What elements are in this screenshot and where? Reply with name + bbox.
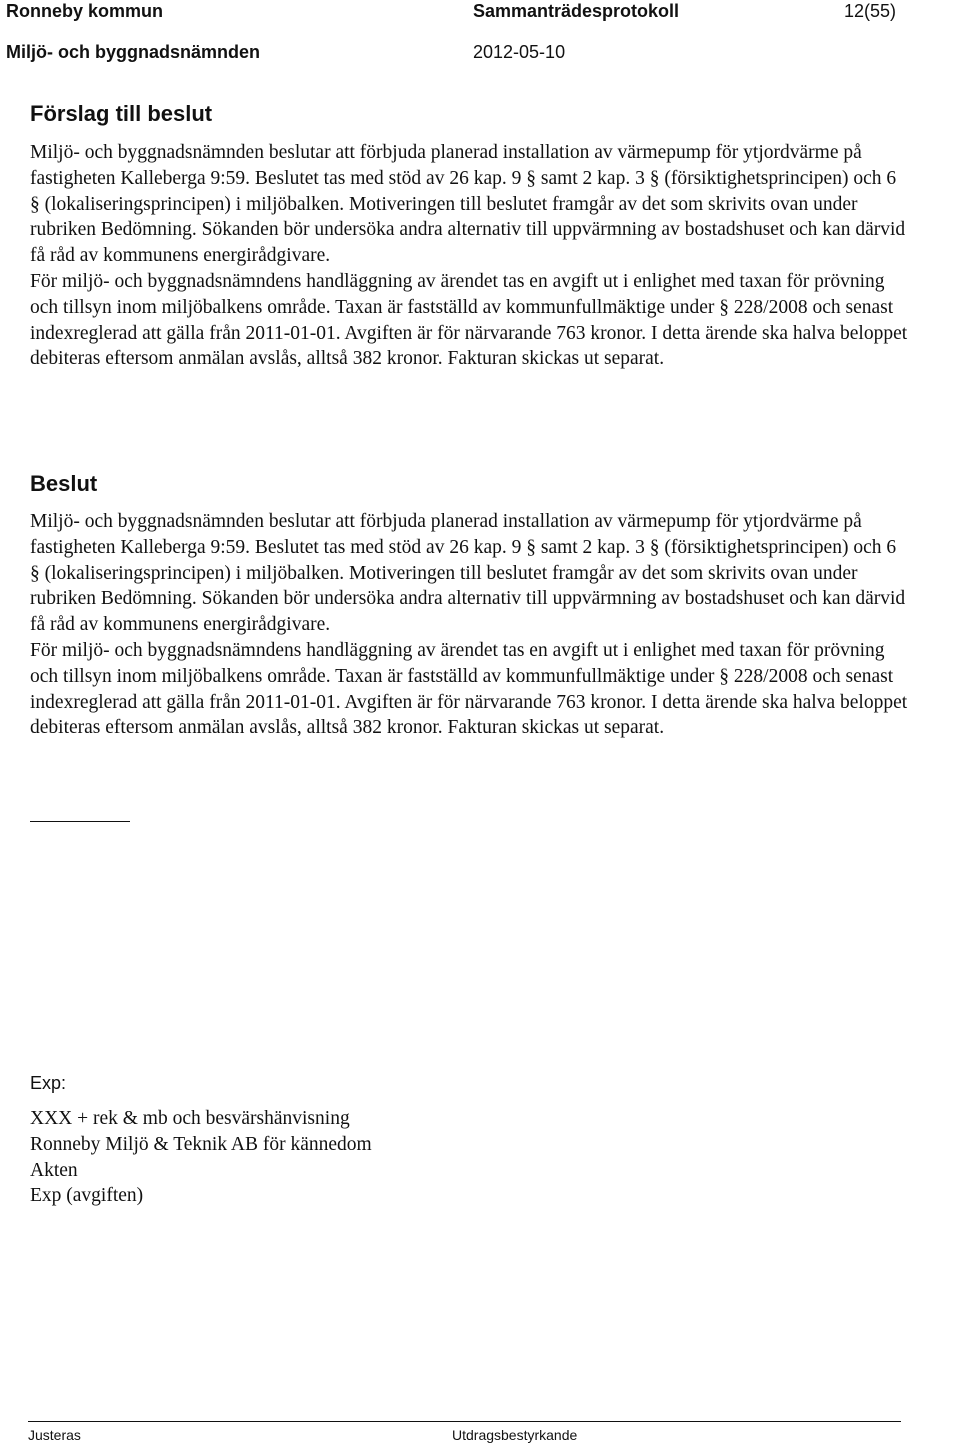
page-number: 12(55) (844, 1, 897, 21)
meeting-date: 2012-05-10 (473, 42, 566, 62)
proposal-body (30, 140, 910, 372)
decision-heading: Beslut (30, 471, 98, 496)
footer-justeras: Justeras (28, 1427, 81, 1443)
list-item: Exp (avgiften) (30, 1185, 144, 1207)
decision-paragraph-1: Miljö- och byggnadsnämnden beslutar att förbjuda planerad installation av värmepump för ytjordvärme på fastigheten Kalleberga 9:59. Beslutet tas med stöd av 26 kap. 9 § samt 2 kap. 3 § (försiktighetsprincipen) och 6 § (lokaliseringsprincipen) i miljöbalken. Motiveringen till beslutet framgår av det som skrivits ovan under rubriken Bedömning. Sökanden bör undersöka andra alternativ till uppvärmning av bostadshuset och kan därvid få råd av kommunens energirådgivare. (30, 511, 906, 636)
municipality-name: Ronneby kommun (6, 1, 164, 21)
distribution-label: Exp: (30, 1073, 67, 1093)
proposal-paragraph-1: Miljö- och byggnadsnämnden beslutar att förbjuda planerad installation av värmepump för ytjordvärme på fastigheten Kalleberga 9:59. Beslutet tas med stöd av 26 kap. 9 § samt 2 kap. 3 § (försiktighetsprincipen) och 6 § (lokaliseringsprincipen) i miljöbalken. Motiveringen till beslutet framgår av det som skrivits ovan under rubriken Bedömning. Sökanden bör undersöka andra alternativ till uppvärmning av bostadshuset och kan därvid få råd av kommunens energirådgivare. (30, 142, 906, 267)
list-item: XXX + rek & mb och besvärshänvisning (30, 1108, 350, 1129)
footer-rule (28, 1421, 901, 1422)
committee-name: Miljö- och byggnadsnämnden (6, 42, 261, 62)
proposal-heading: Förslag till beslut (30, 101, 213, 126)
distribution-list (30, 1106, 372, 1209)
decision-paragraph-2: För miljö- och byggnadsnämndens handläggning av ärendet tas en avgift ut i enlighet med taxan för prövning och tillsyn inom miljöbalkens område. Taxan är fastställd av kommunfullmäktige under § 228/2008 och senast indexreglerad att gälla från 2011-01-01. Avgiften är för närvarande 763 kronor. I detta ärende ska halva beloppet debiteras eftersom anmälan avslås, alltså 382 kronor. Fakturan skickas ut separat. (30, 639, 908, 739)
signature-rule (30, 821, 130, 822)
document-type: Sammanträdesprotokoll (473, 1, 680, 21)
list-item: Akten (30, 1159, 78, 1181)
proposal-paragraph-2: För miljö- och byggnadsnämndens handläggning av ärendet tas en avgift ut i enlighet med taxan för prövning och tillsyn inom miljöbalkens område. Taxan är fastställd av kommunfullmäktige under § 228/2008 och senast indexreglerad att gälla från 2011-01-01. Avgiften är för närvarande 763 kronor. I detta ärende ska halva beloppet debiteras eftersom anmälan avslås, alltså 382 kronor. Fakturan skickas ut separat. (30, 270, 908, 370)
decision-body (30, 509, 910, 741)
list-item: Ronneby Miljö & Teknik AB för kännedom (30, 1133, 372, 1155)
footer-utdragsbestyrkande: Utdragsbestyrkande (452, 1427, 578, 1443)
